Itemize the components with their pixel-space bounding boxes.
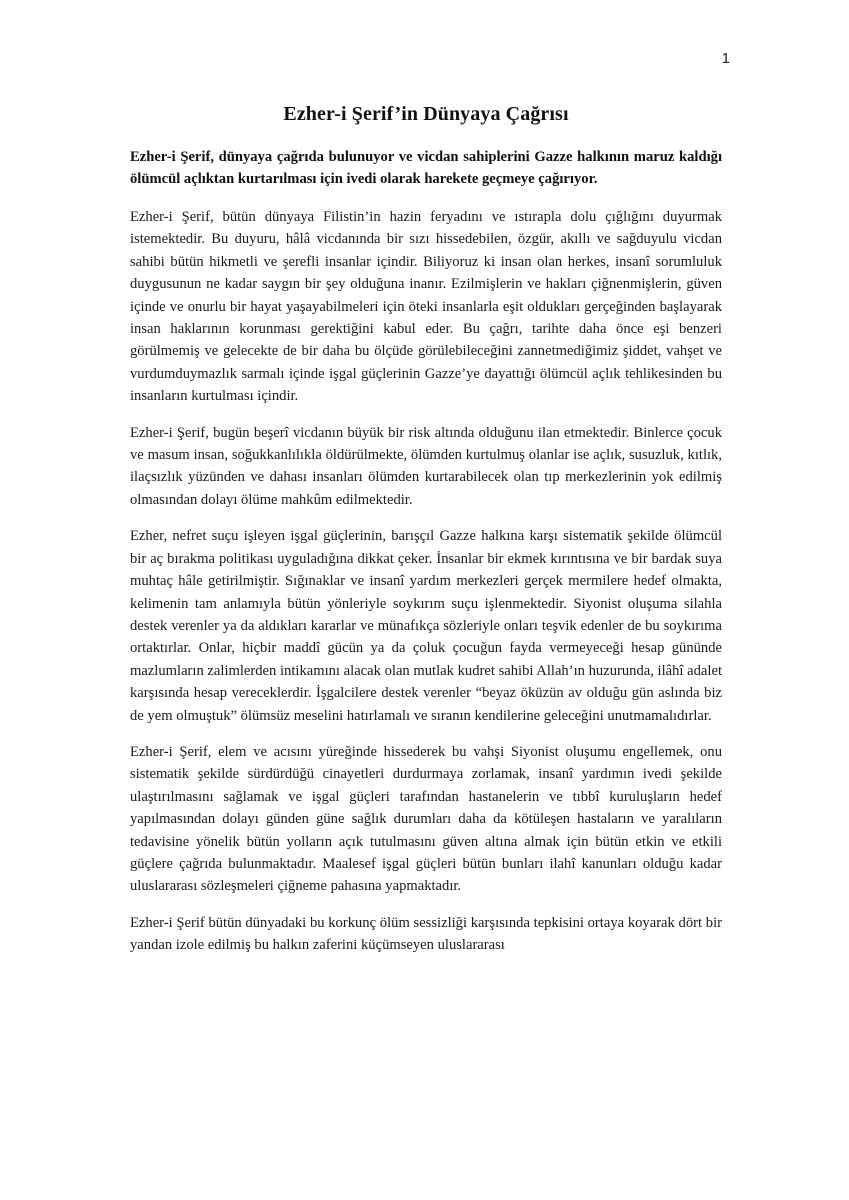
- body-paragraph: Ezher-i Şerif, bugün beşerî vicdanın büyük bir risk altında olduğunu ilan etmektedir. Binlerce çocuk ve masum insan, soğukkanlılıkla öldürülmekte, ölümden kurtulmuş olanlar ise açlık, susuzluk, kıtlık, ilaçsızlık yüzünden ve dahası insanları ölümden kurtarabilecek olan tıp merkezlerinin yok edilmiş olmasından dolayı ölüme mahkûm edilmektedir.: [130, 424, 722, 508]
- document-body: [130, 103, 722, 971]
- body-paragraph: Ezher-i Şerif, elem ve acısını yüreğinde hissederek bu vahşi Siyonist oluşumu engellemek, onu sistematik şekilde sürdürdüğü cinayetleri durdurmaya zorlamak, insanî yardımın ivedi şekilde ulaştırılmasını sağlamak ve işgal güçleri tarafından hastanelerin ve tıbbî kuruluşların hedef yapılmasından dolayı günden güne sağlık durumları daha da kötüleşen hastaların ve yaralıların tedavisine yönelik bütün yolların açık tutulmasını güven altına almak için bütün etkin ve etkili güçlere çağrıda bulunmaktadır. Maalesef işgal güçleri bütün bunları ilahî kanunları olduğu kadar uluslararası sözleşmeleri çiğneme pahasına yapmaktadır.: [130, 743, 722, 895]
- lead-paragraph: Ezher-i Şerif, dünyaya çağrıda bulunuyor ve vicdan sahiplerini Gazze halkının maruz kaldığı ölümcül açlıktan kurtarılması için ivedi olarak harekete geçmeye çağırıyor.: [130, 149, 722, 187]
- body-paragraph: Ezher, nefret suçu işleyen işgal güçlerinin, barışçıl Gazze halkına karşı sistematik şekilde ölümcül bir aç bırakma politikası uyguladığına dikkat çeker. İnsanlar bir ekmek kırıntısına ve bir bardak suya muhtaç hâle getirilmiştir. Sığınaklar ve insanî yardım merkezleri gerçek mermilere hedef olmakta, kelimenin tam anlamıyla bütün yönleriyle soykırım suçu işlenmektedir. Siyonist oluşuma silahla destek verenler ya da aldıkları kararlar ve münafıkça sözleriyle onları teşvik edenler de bu soykırıma ortaktırlar. Onlar, hiçbir maddî gücün ya da çoluk çocuğun fayda vermeyeceği hesap gününde mazlumların zalimlerden intikamını alacak olan mutlak kudret sahibi Allah’ın huzurunda, ilâhî adalet karşısında hesap vereceklerdir. İşgalcilere destek verenler “beyaz öküzün av olduğu gün aslında biz de yem olmuştuk” ölümsüz meselini hatırlamalı ve sıranın kendilerine geleceğini unutmamalıdırlar.: [130, 528, 722, 724]
- body-paragraph: Ezher-i Şerif, bütün dünyaya Filistin’in hazin feryadını ve ıstırapla dolu çığlığını duyurmak istemektedir. Bu duyuru, hâlâ vicdanında bir sızı hissedebilen, özgür, akıllı ve sağduyulu vicdan sahibi bütün hikmetli ve şerefli insanlar içindir. Biliyoruz ki insan olan herkes, insanî sorumluluk duygusunun ne kadar saygın bir şey olduğuna inanır. Ezilmişlerin ve hakları çiğnenmişlerin, güven içinde ve onurlu bir hayat yaşayabilmeleri için öteki insanlarla eşit oldukları gerçeğinden başlayarak insan haklarının korunması gerektiğini kabul eder. Bu çağrı, tarihte daha önce eşi benzeri görülmemiş ve gelecekte de bir daha bu ölçüde görülebileceğini zannetmediğimiz şiddet, vahşet ve vurdumduymazlık sarmalı içinde işgal güçlerinin Gazze’ye dayattığı ölümcül açlık tehlikesinden bu insanların kurtulması içindir.: [130, 209, 722, 405]
- document-title: Ezher-i Şerif’in Dünyaya Çağrısı: [283, 103, 569, 125]
- page-number: 1: [721, 50, 730, 67]
- body-paragraph: Ezher-i Şerif bütün dünyadaki bu korkunç ölüm sessizliği karşısında tepkisini ortaya koyarak dört bir yandan izole edilmiş bu halkın zaferini küçümseyen uluslararası: [130, 914, 722, 954]
